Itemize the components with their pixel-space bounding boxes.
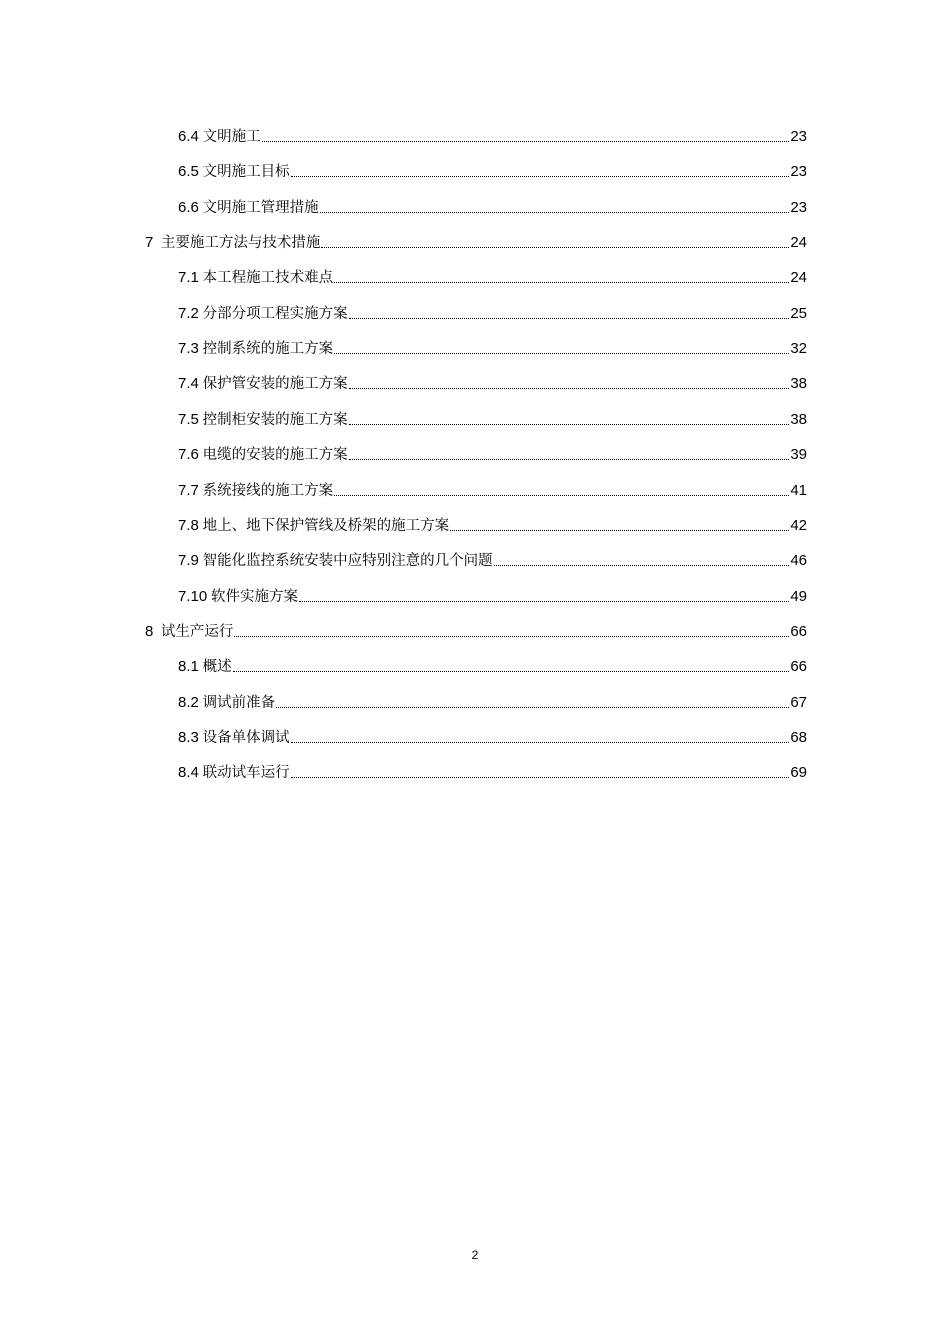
toc-entry-page: 23 — [790, 163, 807, 181]
toc-entry-page: 66 — [790, 658, 807, 676]
toc-entry-number: 7.8 — [178, 516, 199, 534]
toc-dot-leader — [334, 352, 789, 354]
toc-dot-leader — [234, 635, 789, 637]
toc-entry-number: 8.4 — [178, 764, 199, 782]
toc-entry-page: 38 — [790, 410, 807, 428]
toc-entry[interactable] — [178, 288, 807, 323]
toc-entry[interactable] — [178, 641, 807, 676]
toc-entry-number: 7.7 — [178, 481, 199, 499]
toc-entry-page: 38 — [790, 375, 807, 393]
toc-dot-leader — [334, 494, 789, 496]
toc-entry-title: 控制系统的施工方案 — [202, 341, 334, 358]
toc-dot-leader — [334, 281, 789, 283]
toc-entry-number: 6.4 — [178, 128, 199, 145]
toc-dot-leader — [349, 387, 790, 389]
toc-entry-number: 7.1 — [178, 269, 199, 287]
toc-entry-number: 7.10 — [178, 587, 208, 605]
toc-entry[interactable] — [178, 747, 807, 782]
toc-entry-title: 文明施工管理措施 — [202, 199, 319, 216]
toc-entry-number: 6.6 — [178, 198, 199, 216]
toc-entry-number: 7.2 — [178, 304, 199, 322]
toc-dot-leader — [321, 246, 789, 248]
toc-entry-page: 24 — [790, 234, 807, 252]
toc-entry-gap — [153, 234, 161, 252]
toc-entry-title: 主要施工方法与技术措施 — [160, 235, 321, 252]
toc-entry-title: 分部分项工程实施方案 — [202, 305, 348, 322]
toc-entry-page: 41 — [790, 481, 807, 499]
toc-entry-title: 软件实施方案 — [210, 588, 298, 605]
toc-entry-number: 7.4 — [178, 375, 199, 393]
toc-dot-leader — [494, 564, 790, 566]
toc-entry-page: 32 — [790, 340, 807, 358]
toc-entry-title: 文明施工目标 — [202, 164, 290, 181]
toc-entry-title: 控制柜安装的施工方案 — [202, 411, 348, 428]
toc-dot-leader — [291, 741, 790, 743]
toc-dot-leader — [291, 175, 790, 177]
toc-entry-number: 7.6 — [178, 446, 199, 464]
toc-entry[interactable] — [178, 394, 807, 429]
toc-entry-number: 8.3 — [178, 728, 199, 746]
toc-entry-number: 7.5 — [178, 410, 199, 428]
toc-dot-leader — [450, 529, 789, 531]
toc-entry[interactable] — [178, 358, 807, 393]
toc-entry-number: 7.9 — [178, 552, 199, 570]
toc-entry[interactable] — [178, 535, 807, 570]
toc-entry-number: 7.3 — [178, 340, 199, 358]
toc-entry-page: 46 — [790, 552, 807, 570]
toc-entry-page: 69 — [790, 764, 807, 782]
toc-dot-leader — [299, 600, 789, 602]
page-number: 2 — [471, 1248, 479, 1262]
toc-entry[interactable] — [178, 146, 807, 181]
toc-entry-title: 试生产运行 — [160, 623, 234, 640]
toc-entry[interactable] — [178, 571, 807, 606]
toc-entry-page: 67 — [790, 693, 807, 711]
toc-entry-number: 8.2 — [178, 693, 199, 711]
toc-entry-number: 8.1 — [178, 658, 199, 676]
toc-entry-gap — [153, 623, 161, 641]
toc-entry-title: 智能化监控系统安装中应特别注意的几个问题 — [202, 553, 493, 570]
toc-entry-page: 39 — [790, 446, 807, 464]
toc-entry-title: 地上、地下保护管线及桥架的施工方案 — [202, 517, 450, 534]
toc-entry-page: 66 — [790, 622, 807, 640]
toc-entry-page: 49 — [790, 587, 807, 605]
toc-entry-title: 系统接线的施工方案 — [202, 482, 334, 499]
toc-entry-number: 8 — [145, 622, 154, 640]
toc-entry-page: 23 — [790, 128, 807, 145]
toc-entry[interactable] — [178, 677, 807, 712]
toc-entry-title: 调试前准备 — [202, 694, 276, 711]
toc-dot-leader — [320, 211, 790, 213]
toc-entry-number: 6.5 — [178, 163, 199, 181]
toc-dot-leader — [291, 776, 790, 778]
toc-entry[interactable] — [178, 500, 807, 535]
toc-entry-title: 联动试车运行 — [202, 765, 290, 782]
toc-entry[interactable] — [178, 252, 807, 287]
toc-entry[interactable] — [145, 606, 807, 641]
toc-entry-title: 概述 — [202, 659, 232, 676]
toc-entry-title: 电缆的安装的施工方案 — [202, 447, 348, 464]
toc-entry-title: 文明施工 — [202, 129, 261, 145]
toc-entry-page: 25 — [790, 304, 807, 322]
toc-dot-leader — [233, 670, 790, 672]
toc-entry-page: 23 — [790, 198, 807, 216]
toc-entry[interactable] — [178, 712, 807, 747]
toc-entry[interactable] — [145, 217, 807, 252]
toc-dot-leader — [349, 317, 790, 319]
toc-entry[interactable] — [178, 182, 807, 217]
toc-entry-number: 7 — [145, 234, 154, 252]
toc-entry[interactable] — [178, 429, 807, 464]
toc-entry[interactable] — [178, 323, 807, 358]
toc-entry[interactable] — [178, 465, 807, 500]
toc-entry[interactable] — [178, 111, 807, 146]
toc-entry-page: 68 — [790, 728, 807, 746]
toc-dot-leader — [349, 458, 790, 460]
toc-entry-page: 42 — [790, 516, 807, 534]
toc-dot-leader — [262, 140, 790, 142]
toc-entry-page: 24 — [790, 269, 807, 287]
toc-dot-leader — [276, 706, 789, 708]
toc-entry-title: 设备单体调试 — [202, 729, 290, 746]
toc-entry-title: 本工程施工技术难点 — [202, 270, 334, 287]
toc-dot-leader — [349, 423, 790, 425]
toc-entry-title: 保护管安装的施工方案 — [202, 376, 348, 393]
